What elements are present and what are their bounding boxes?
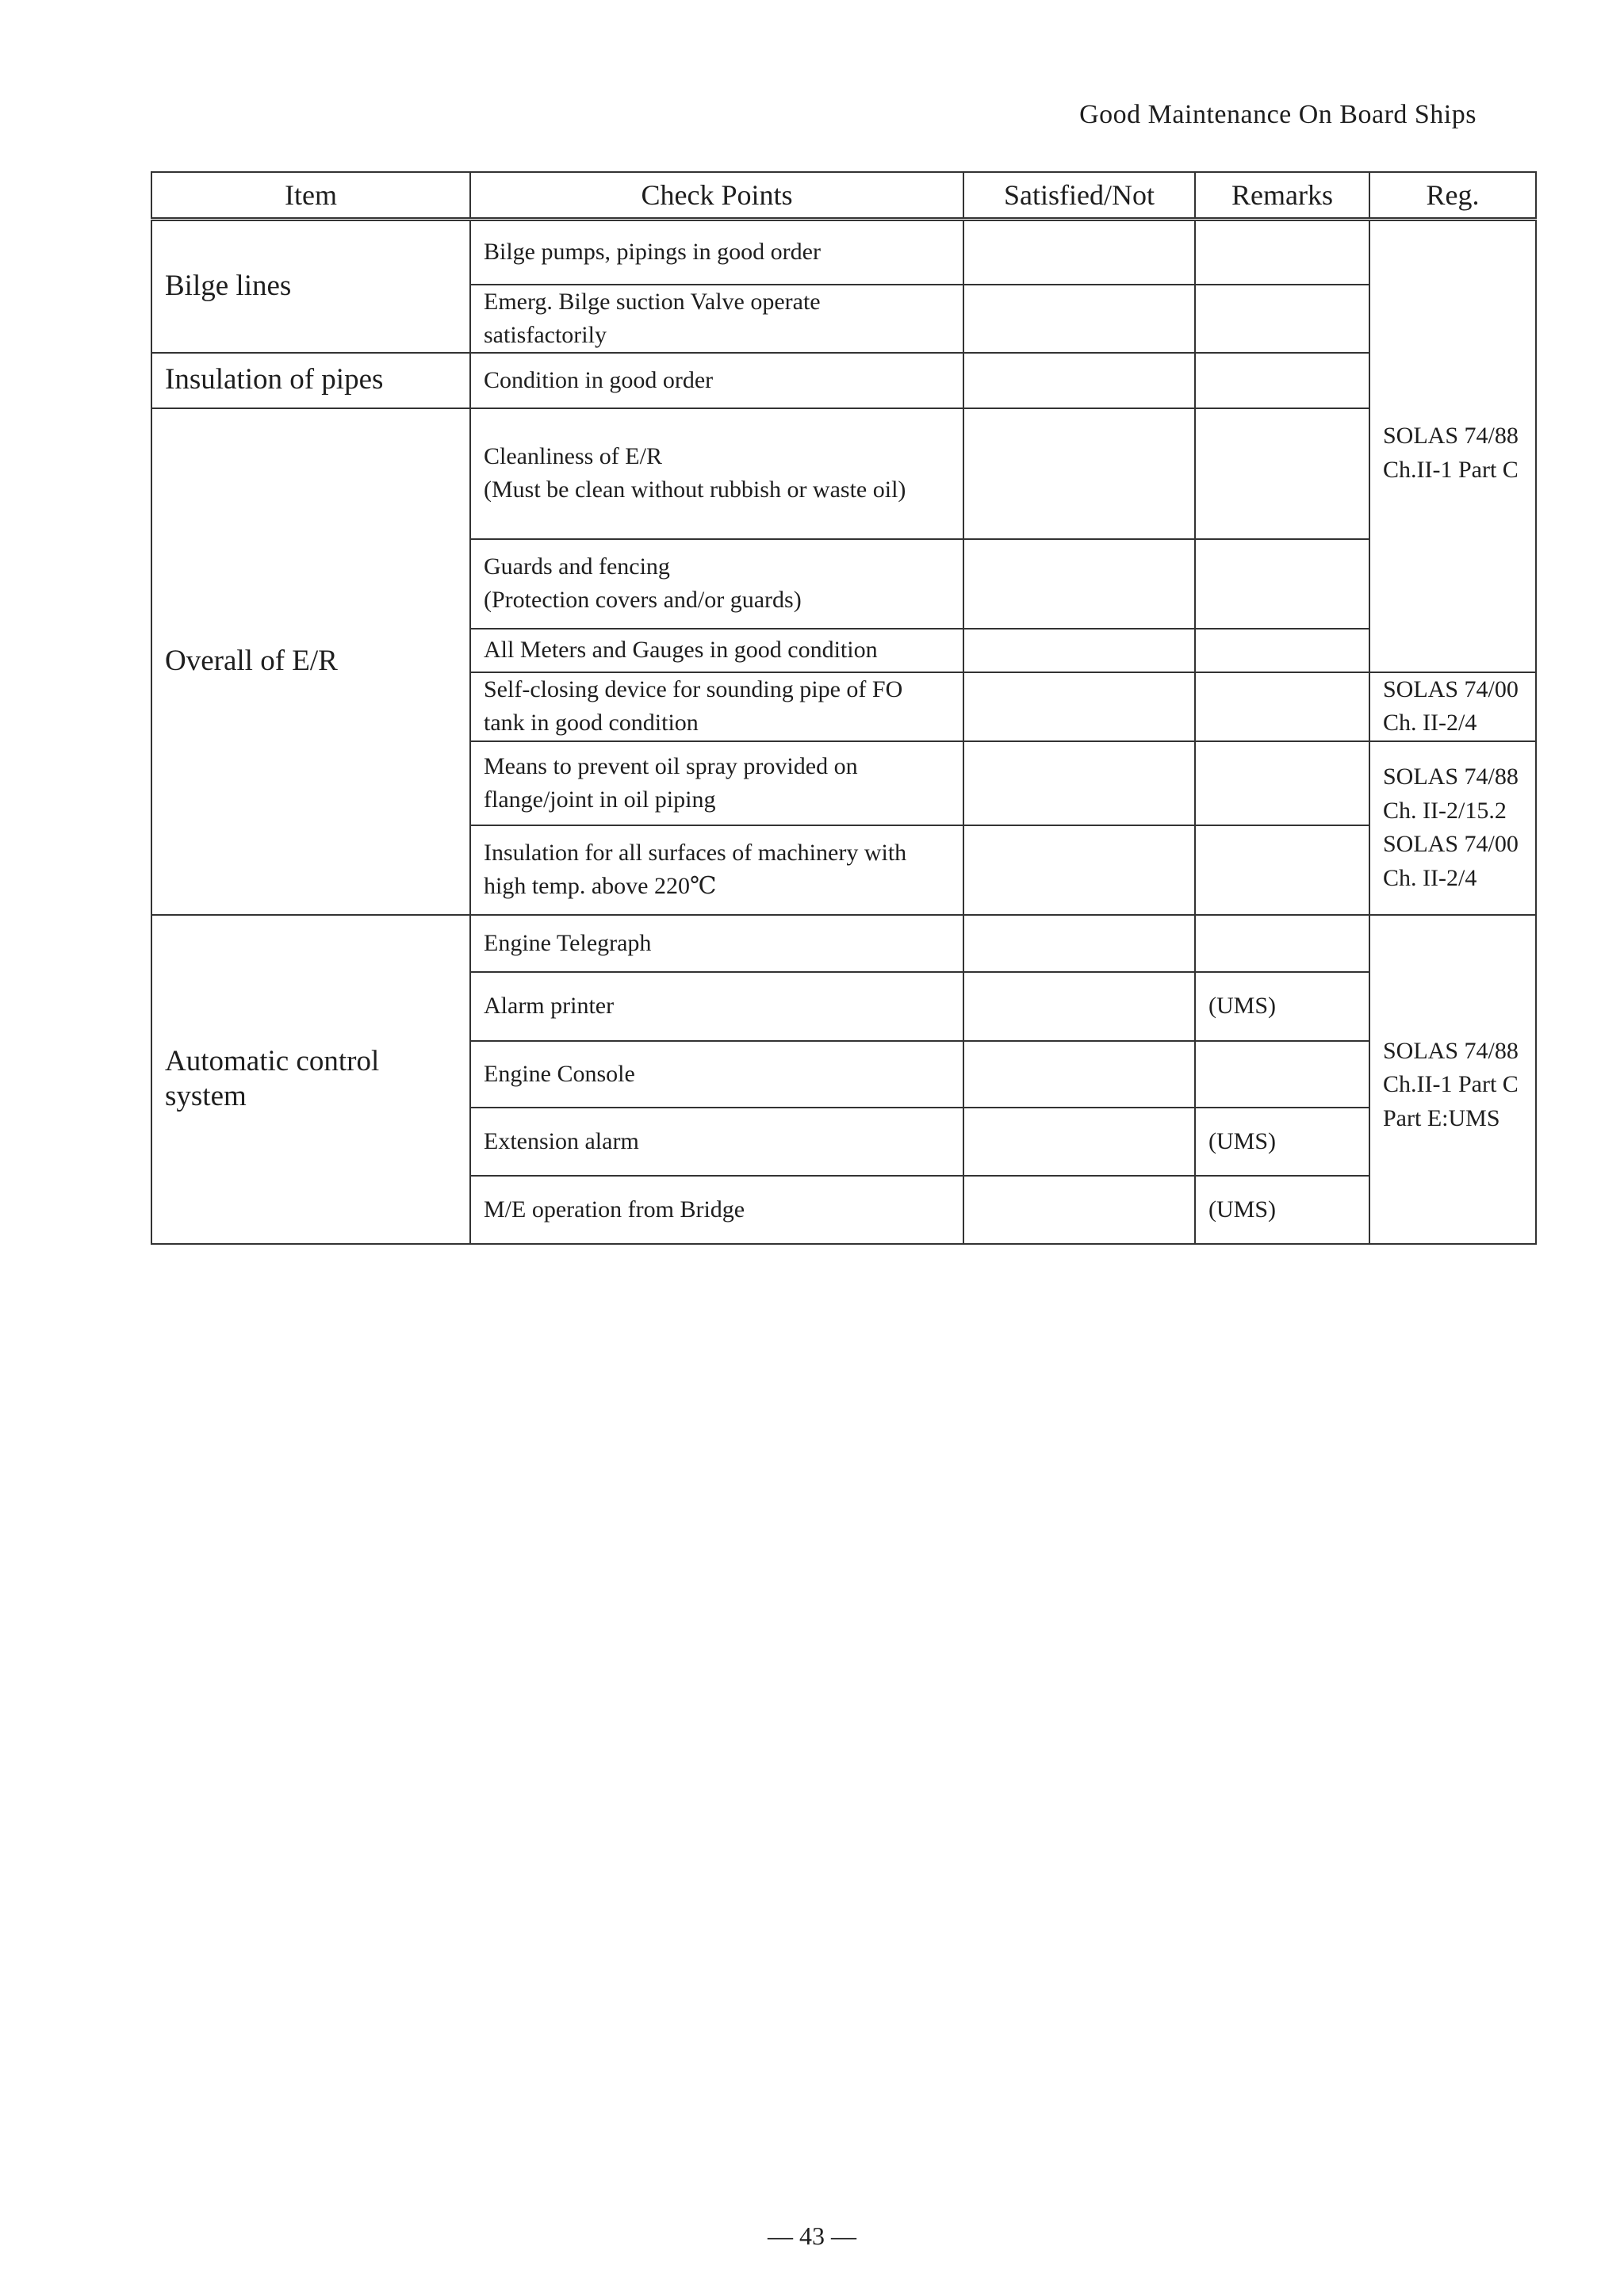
item-insulation-of-pipes: Insulation of pipes [151, 353, 470, 408]
remarks-cell [1195, 629, 1369, 672]
check-point: Alarm printer [470, 972, 963, 1041]
remarks-cell [1195, 1041, 1369, 1108]
satisfied-cell [963, 741, 1195, 825]
satisfied-cell [963, 220, 1195, 285]
remarks-cell: (UMS) [1195, 1108, 1369, 1176]
satisfied-cell [963, 972, 1195, 1041]
remarks-cell [1195, 539, 1369, 629]
satisfied-cell [963, 1176, 1195, 1244]
remarks-cell [1195, 825, 1369, 915]
satisfied-cell [963, 1041, 1195, 1108]
remarks-cell: (UMS) [1195, 972, 1369, 1041]
item-bilge-lines: Bilge lines [151, 220, 470, 353]
table-row [151, 220, 1536, 285]
reg-cell: SOLAS 74/88 Ch.II-1 Part C Part E:UMS [1369, 915, 1536, 1244]
remarks-cell [1195, 353, 1369, 408]
remarks-cell [1195, 285, 1369, 353]
satisfied-cell [963, 408, 1195, 539]
satisfied-cell [963, 285, 1195, 353]
check-point: Extension alarm [470, 1108, 963, 1176]
maintenance-checklist-table [151, 171, 1537, 1245]
check-point: Means to prevent oil spray provided on flange/joint in oil piping [470, 741, 963, 825]
remarks-cell [1195, 741, 1369, 825]
satisfied-cell [963, 539, 1195, 629]
column-header-remarks: Remarks [1195, 172, 1369, 220]
table-row [151, 915, 1536, 972]
satisfied-cell [963, 915, 1195, 972]
check-point: Engine Console [470, 1041, 963, 1108]
remarks-cell [1195, 220, 1369, 285]
remarks-cell [1195, 408, 1369, 539]
check-point: Self-closing device for sounding pipe of FO tank in good condition [470, 672, 963, 741]
check-point: Condition in good order [470, 353, 963, 408]
satisfied-cell [963, 629, 1195, 672]
reg-cell: SOLAS 74/88 Ch. II-2/15.2 SOLAS 74/00 Ch. II-2/4 [1369, 741, 1536, 915]
page-number: — 43 — [768, 2221, 856, 2250]
column-header-reg: Reg. [1369, 172, 1536, 220]
page-header: Good Maintenance On Board Ships [1079, 100, 1477, 129]
reg-cell: SOLAS 74/88 Ch.II-1 Part C [1369, 220, 1536, 672]
table-row [151, 408, 1536, 539]
satisfied-cell [963, 353, 1195, 408]
item-automatic-control-system: Automatic control system [151, 915, 470, 1244]
check-point: Cleanliness of E/R (Must be clean without rubbish or waste oil) [470, 408, 963, 539]
satisfied-cell [963, 825, 1195, 915]
check-point: Emerg. Bilge suction Valve operate satisfactorily [470, 285, 963, 353]
check-point: Engine Telegraph [470, 915, 963, 972]
reg-cell: SOLAS 74/00 Ch. II-2/4 [1369, 672, 1536, 741]
item-overall-of-er: Overall of E/R [151, 408, 470, 915]
table-header-row [151, 172, 1536, 220]
column-header-item: Item [151, 172, 470, 220]
satisfied-cell [963, 672, 1195, 741]
check-point: Bilge pumps, pipings in good order [470, 220, 963, 285]
remarks-cell [1195, 672, 1369, 741]
check-point: Insulation for all surfaces of machinery with high temp. above 220℃ [470, 825, 963, 915]
column-header-check-points: Check Points [470, 172, 963, 220]
remarks-cell: (UMS) [1195, 1176, 1369, 1244]
column-header-satisfied: Satisfied/Not [963, 172, 1195, 220]
check-point: All Meters and Gauges in good condition [470, 629, 963, 672]
satisfied-cell [963, 1108, 1195, 1176]
remarks-cell [1195, 915, 1369, 972]
table-row [151, 353, 1536, 408]
check-point: Guards and fencing (Protection covers and/or guards) [470, 539, 963, 629]
check-point: M/E operation from Bridge [470, 1176, 963, 1244]
